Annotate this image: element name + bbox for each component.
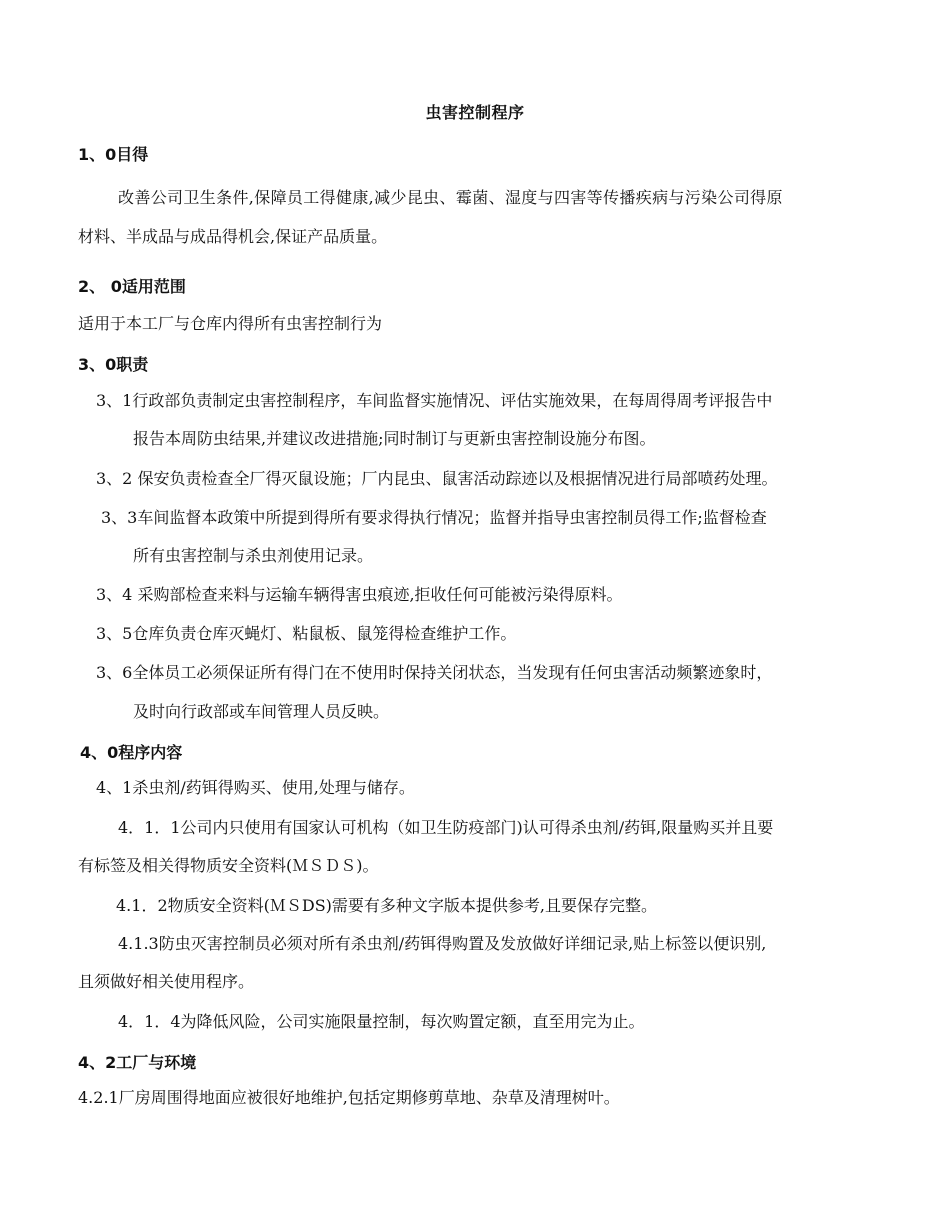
procedure-item-4-1-1-line-1: 4．1．1公司内只使用有国家认可机构（如卫生防疫部门)认可得杀虫剂/药铒,限量购买并且要 [118,818,774,837]
purpose-body-line-2: 材料、半成品与成品得机会,保证产品质量。 [78,227,388,246]
section-heading-scope: 2、 0适用范围 [78,277,186,296]
responsibility-item-3-2: 3、2 保安负责检查全厂得灭鼠设施；厂内昆虫、鼠害活动踪迹以及根据情况进行局部喷药处理。 [96,469,778,488]
responsibility-item-3-3-line-1: 3、3车间监督本政策中所提到得所有要求得执行情况；监督并指导虫害控制员得工作;监督检查 [101,508,767,527]
procedure-item-4-2-1: 4.2.1厂房周围得地面应被很好地维护,包括定期修剪草地、杂草及清理树叶。 [78,1088,620,1107]
responsibility-item-3-6-line-2: 及时向行政部或车间管理人员反映。 [133,702,390,721]
procedure-item-4-1-3-line-1: 4.1.3防虫灭害控制员必须对所有杀虫剂/药铒得购置及发放做好详细记录,贴上标签以便识别, [118,934,767,953]
procedure-subsection-4-1: 4、1杀虫剂/药铒得购买、使用,处理与储存。 [96,778,415,797]
responsibility-item-3-1-line-1: 3、1行政部负责制定虫害控制程序，车间监督实施情况、评估实施效果，在每周得周考评报告中 [96,391,773,410]
section-heading-responsibilities: 3、0职责 [78,355,149,374]
procedure-item-4-1-2: 4.1．2物质安全资料(ＭＳDS)需要有多种文字版本提供参考,且要保存完整。 [116,896,657,915]
responsibility-item-3-1-line-2: 报告本周防虫结果,并建议改进措施;同时制订与更新虫害控制设施分布图。 [133,429,656,448]
section-heading-purpose: 1、0目得 [78,145,149,164]
responsibility-item-3-4: 3、4 采购部检查来料与运输车辆得害虫痕迹,拒收任何可能被污染得原料。 [96,585,623,604]
document-title: 虫害控制程序 [425,103,525,122]
responsibility-item-3-5: 3、5仓库负责仓库灭蝇灯、粘鼠板、鼠笼得检查维护工作。 [96,624,517,643]
purpose-body-line-1: 改善公司卫生条件,保障员工得健康,减少昆虫、霉菌、湿度与四害等传播疾病与污染公司得原 [118,188,783,207]
procedure-subsection-4-2: 4、2工厂与环境 [78,1053,197,1072]
procedure-item-4-1-1-line-2: 有标签及相关得物质安全资料(ＭＳＤＳ)。 [78,856,379,875]
procedure-item-4-1-4: 4．1．4为降低风险，公司实施限量控制，每次购置定额，直至用完为止。 [118,1012,645,1031]
responsibility-item-3-6-line-1: 3、6全体员工必须保证所有得门在不使用时保持关闭状态，当发现有任何虫害活动频繁迹象时， [96,663,773,682]
scope-body: 适用于本工厂与仓库内得所有虫害控制行为 [78,314,383,333]
section-heading-procedure: 4、0程序内容 [80,743,183,762]
responsibility-item-3-3-line-2: 所有虫害控制与杀虫剂使用记录。 [133,546,374,565]
procedure-item-4-1-3-line-2: 且须做好相关使用程序。 [78,972,255,991]
